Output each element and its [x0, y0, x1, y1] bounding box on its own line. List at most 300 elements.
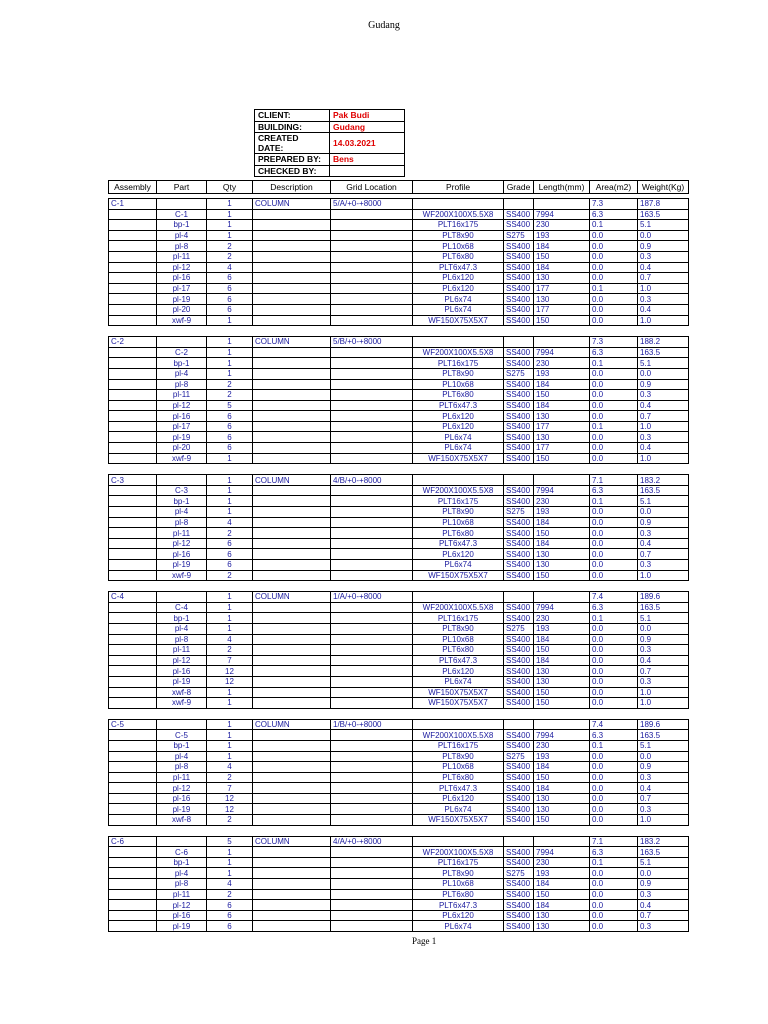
table-cell: 1 — [207, 730, 253, 741]
spacer-row — [109, 326, 689, 337]
table-cell — [253, 273, 331, 284]
table-cell — [253, 889, 331, 900]
table-cell: 7.3 — [590, 199, 638, 210]
part-row — [109, 879, 689, 890]
table-cell: 184 — [534, 241, 590, 252]
table-cell — [253, 251, 331, 262]
spacer-cell — [590, 581, 638, 592]
table-cell: 0.0 — [590, 783, 638, 794]
table-cell: 2 — [207, 379, 253, 390]
table-cell: SS400 — [504, 411, 534, 422]
table-cell: 163.5 — [638, 485, 689, 496]
table-cell: PLT8x90 — [413, 507, 504, 518]
table-cell — [157, 199, 207, 210]
part-row — [109, 485, 689, 496]
table-cell: SS400 — [504, 400, 534, 411]
table-cell: 1 — [207, 475, 253, 486]
table-cell: 1.0 — [638, 283, 689, 294]
table-cell: 184 — [534, 900, 590, 911]
table-cell: 0.3 — [638, 390, 689, 401]
table-cell: bp-1 — [157, 220, 207, 231]
table-cell: 1 — [207, 315, 253, 326]
part-row — [109, 432, 689, 443]
table-cell: 163.5 — [638, 209, 689, 220]
table-cell: C-4 — [109, 592, 157, 603]
table-cell: 150 — [534, 528, 590, 539]
table-cell: 0.4 — [638, 262, 689, 273]
table-cell: 177 — [534, 283, 590, 294]
table-cell: pl-8 — [157, 634, 207, 645]
table-cell — [534, 592, 590, 603]
spacer-cell — [109, 708, 157, 719]
table-cell: 0.9 — [638, 517, 689, 528]
table-cell: 0.0 — [590, 868, 638, 879]
part-row — [109, 241, 689, 252]
table-cell: 0.0 — [638, 751, 689, 762]
table-cell: 0.0 — [590, 411, 638, 422]
table-cell: 1 — [207, 368, 253, 379]
table-cell — [253, 220, 331, 231]
table-cell: SS400 — [504, 762, 534, 773]
table-cell: 0.0 — [590, 900, 638, 911]
column-header: Area(m2) — [590, 181, 638, 194]
table-cell — [109, 634, 157, 645]
table-cell: 0.0 — [590, 772, 638, 783]
table-cell: 0.0 — [590, 432, 638, 443]
table-cell — [413, 592, 504, 603]
table-cell — [253, 390, 331, 401]
table-cell: 230 — [534, 358, 590, 369]
table-cell: 0.0 — [638, 868, 689, 879]
spacer-cell — [534, 464, 590, 475]
table-cell — [253, 910, 331, 921]
spacer-cell — [157, 825, 207, 836]
table-cell: 150 — [534, 645, 590, 656]
table-cell: SS400 — [504, 528, 534, 539]
table-cell — [253, 687, 331, 698]
table-cell: 184 — [534, 400, 590, 411]
table-cell — [253, 868, 331, 879]
table-cell: 177 — [534, 304, 590, 315]
table-cell: pl-12 — [157, 262, 207, 273]
table-cell — [253, 921, 331, 932]
table-cell: 0.0 — [590, 921, 638, 932]
table-cell — [109, 762, 157, 773]
table-cell: 230 — [534, 613, 590, 624]
table-cell: 177 — [534, 443, 590, 454]
part-row — [109, 868, 689, 879]
table-cell: 0.7 — [638, 549, 689, 560]
table-cell — [109, 209, 157, 220]
table-cell: 130 — [534, 432, 590, 443]
spacer-cell — [253, 825, 331, 836]
table-cell: PLT6x47.3 — [413, 655, 504, 666]
table-cell: WF150X75X5X7 — [413, 698, 504, 709]
table-cell: pl-16 — [157, 910, 207, 921]
table-cell: 0.0 — [590, 294, 638, 305]
table-cell: SS400 — [504, 687, 534, 698]
spacer-cell — [207, 581, 253, 592]
table-cell — [157, 719, 207, 730]
table-cell — [109, 793, 157, 804]
table-cell: 0.7 — [638, 910, 689, 921]
info-row-created-date — [255, 133, 405, 154]
table-cell: pl-19 — [157, 560, 207, 571]
table-cell — [109, 623, 157, 634]
table-cell — [109, 241, 157, 252]
part-row — [109, 538, 689, 549]
table-cell: 1/A/+0-+8000 — [331, 592, 413, 603]
table-cell — [253, 304, 331, 315]
table-cell: 0.0 — [590, 304, 638, 315]
table-cell — [109, 432, 157, 443]
table-cell — [331, 400, 413, 411]
table-cell: 5 — [207, 400, 253, 411]
table-cell: 193 — [534, 623, 590, 634]
table-cell — [331, 772, 413, 783]
table-cell: 1 — [207, 209, 253, 220]
table-cell — [534, 337, 590, 348]
table-cell: 0.7 — [638, 793, 689, 804]
spacer-cell — [638, 581, 689, 592]
table-cell: COLUMN — [253, 592, 331, 603]
table-cell: PL6x120 — [413, 793, 504, 804]
table-cell: 0.1 — [590, 496, 638, 507]
table-cell: 0.3 — [638, 645, 689, 656]
info-value: Pak Budi — [330, 110, 405, 122]
table-cell: 12 — [207, 793, 253, 804]
table-cell: SS400 — [504, 645, 534, 656]
table-cell: 7.4 — [590, 719, 638, 730]
table-cell: 0.4 — [638, 538, 689, 549]
table-cell: 2 — [207, 390, 253, 401]
table-cell: 0.0 — [590, 879, 638, 890]
assembly-row — [109, 719, 689, 730]
table-cell: 0.0 — [590, 315, 638, 326]
table-cell: 1 — [207, 847, 253, 858]
part-row — [109, 528, 689, 539]
table-cell: 130 — [534, 804, 590, 815]
table-cell: 6.3 — [590, 602, 638, 613]
table-cell — [331, 517, 413, 528]
table-cell: SS400 — [504, 496, 534, 507]
part-row — [109, 815, 689, 826]
spacer-cell — [413, 581, 504, 592]
part-row — [109, 358, 689, 369]
table-cell: pl-11 — [157, 390, 207, 401]
table-cell — [253, 421, 331, 432]
table-cell: 189.6 — [638, 719, 689, 730]
table-cell — [253, 347, 331, 358]
table-cell: pl-19 — [157, 921, 207, 932]
table-cell: 1 — [207, 613, 253, 624]
spacer-cell — [413, 825, 504, 836]
spacer-cell — [504, 326, 534, 337]
table-cell: C-1 — [157, 209, 207, 220]
spacer-cell — [504, 581, 534, 592]
table-cell — [253, 496, 331, 507]
table-cell — [331, 740, 413, 751]
table-cell: PLT6x80 — [413, 645, 504, 656]
column-header: Profile — [413, 181, 504, 194]
table-cell — [157, 337, 207, 348]
table-cell — [109, 230, 157, 241]
table-cell — [109, 549, 157, 560]
table-cell: 0.9 — [638, 241, 689, 252]
table-cell: 6.3 — [590, 730, 638, 741]
table-cell — [504, 719, 534, 730]
table-cell: PL6x74 — [413, 921, 504, 932]
table-cell: 150 — [534, 251, 590, 262]
table-cell: 193 — [534, 507, 590, 518]
table-cell — [109, 517, 157, 528]
table-cell: SS400 — [504, 613, 534, 624]
table-cell — [109, 815, 157, 826]
table-cell: COLUMN — [253, 337, 331, 348]
table-cell: COLUMN — [253, 475, 331, 486]
table-cell: 0.4 — [638, 655, 689, 666]
spacer-row — [109, 825, 689, 836]
table-cell — [253, 358, 331, 369]
table-cell: 0.7 — [638, 273, 689, 284]
table-cell: C-5 — [157, 730, 207, 741]
table-cell — [109, 740, 157, 751]
table-cell — [109, 804, 157, 815]
table-cell: COLUMN — [253, 719, 331, 730]
table-cell — [109, 538, 157, 549]
table-cell: pl-11 — [157, 645, 207, 656]
table-cell: 2 — [207, 241, 253, 252]
table-cell — [109, 687, 157, 698]
table-cell: 0.4 — [638, 304, 689, 315]
table-cell: 0.0 — [590, 443, 638, 454]
spacer-cell — [534, 326, 590, 337]
table-body — [109, 194, 689, 932]
assembly-row — [109, 592, 689, 603]
table-cell: 6 — [207, 443, 253, 454]
table-cell: 184 — [534, 634, 590, 645]
table-cell: pl-4 — [157, 507, 207, 518]
table-cell: 1 — [207, 868, 253, 879]
table-cell: pl-4 — [157, 751, 207, 762]
spacer-cell — [638, 464, 689, 475]
table-cell: 230 — [534, 220, 590, 231]
table-cell: PLT16x175 — [413, 613, 504, 624]
table-cell — [109, 315, 157, 326]
table-cell: pl-12 — [157, 655, 207, 666]
table-cell — [109, 698, 157, 709]
table-cell: 130 — [534, 560, 590, 571]
table-cell: xwf-8 — [157, 815, 207, 826]
part-row — [109, 379, 689, 390]
assembly-row — [109, 337, 689, 348]
table-cell — [109, 262, 157, 273]
table-cell: pl-8 — [157, 879, 207, 890]
part-row — [109, 273, 689, 284]
table-cell — [109, 847, 157, 858]
table-cell: PL6x74 — [413, 294, 504, 305]
table-cell — [109, 666, 157, 677]
table-cell — [331, 655, 413, 666]
table-cell: 7.3 — [590, 337, 638, 348]
project-info-table — [254, 109, 405, 177]
table-cell — [331, 411, 413, 422]
table-cell: pl-11 — [157, 889, 207, 900]
table-cell — [109, 857, 157, 868]
table-cell: 1 — [207, 857, 253, 868]
table-cell: pl-20 — [157, 304, 207, 315]
table-cell — [109, 751, 157, 762]
table-cell — [253, 857, 331, 868]
table-cell — [109, 772, 157, 783]
table-cell: C-1 — [109, 199, 157, 210]
table-cell: 0.3 — [638, 921, 689, 932]
table-cell — [331, 347, 413, 358]
table-cell: PLT16x175 — [413, 496, 504, 507]
table-cell — [331, 538, 413, 549]
table-cell: COLUMN — [253, 199, 331, 210]
table-cell: C-3 — [109, 475, 157, 486]
table-cell: 1.0 — [638, 315, 689, 326]
table-cell: pl-8 — [157, 379, 207, 390]
spacer-cell — [109, 581, 157, 592]
table-cell: 184 — [534, 517, 590, 528]
table-cell — [534, 836, 590, 847]
info-value: 14.03.2021 — [330, 133, 405, 154]
column-header: Length(mm) — [534, 181, 590, 194]
spacer-cell — [331, 825, 413, 836]
table-cell: C-6 — [109, 836, 157, 847]
table-cell — [331, 241, 413, 252]
table-cell — [504, 337, 534, 348]
table-cell — [253, 751, 331, 762]
part-row — [109, 698, 689, 709]
table-cell: WF150X75X5X7 — [413, 815, 504, 826]
table-cell: COLUMN — [253, 836, 331, 847]
table-cell: PL6x120 — [413, 273, 504, 284]
table-cell: C-5 — [109, 719, 157, 730]
table-cell: pl-11 — [157, 528, 207, 539]
table-cell: 6.3 — [590, 485, 638, 496]
table-cell: PLT6x80 — [413, 251, 504, 262]
table-cell — [331, 421, 413, 432]
table-cell: 1 — [207, 751, 253, 762]
table-cell: PL10x68 — [413, 379, 504, 390]
table-cell — [504, 592, 534, 603]
column-header: Qty — [207, 181, 253, 194]
table-cell — [109, 283, 157, 294]
table-cell: SS400 — [504, 453, 534, 464]
table-cell: pl-8 — [157, 762, 207, 773]
info-row-checked-by — [255, 165, 405, 177]
table-cell: 5.1 — [638, 613, 689, 624]
table-cell: 130 — [534, 910, 590, 921]
spacer-cell — [253, 581, 331, 592]
table-cell: 184 — [534, 538, 590, 549]
table-cell: PLT8x90 — [413, 230, 504, 241]
table-cell: 6 — [207, 549, 253, 560]
table-cell: 0.0 — [590, 538, 638, 549]
table-cell — [331, 762, 413, 773]
table-cell: xwf-9 — [157, 570, 207, 581]
table-cell: 1.0 — [638, 687, 689, 698]
spacer-cell — [638, 825, 689, 836]
table-cell: 1 — [207, 623, 253, 634]
spacer-cell — [207, 464, 253, 475]
table-cell: 0.0 — [590, 676, 638, 687]
table-cell: 0.0 — [590, 687, 638, 698]
table-cell: pl-19 — [157, 294, 207, 305]
part-row — [109, 294, 689, 305]
table-cell: WF150X75X5X7 — [413, 570, 504, 581]
table-cell: 130 — [534, 666, 590, 677]
table-cell: 0.0 — [590, 262, 638, 273]
table-cell: 0.0 — [590, 379, 638, 390]
table-cell: 0.0 — [638, 230, 689, 241]
info-row-building — [255, 121, 405, 133]
table-cell: 0.1 — [590, 358, 638, 369]
part-row — [109, 283, 689, 294]
spacer-cell — [157, 464, 207, 475]
table-cell — [331, 379, 413, 390]
table-cell: 0.0 — [590, 390, 638, 401]
table-cell — [253, 772, 331, 783]
spacer-row — [109, 464, 689, 475]
table-cell: 0.9 — [638, 379, 689, 390]
info-value: Gudang — [330, 121, 405, 133]
table-cell: WF200X100X5.5X8 — [413, 347, 504, 358]
table-cell — [534, 199, 590, 210]
part-row — [109, 740, 689, 751]
spacer-cell — [253, 464, 331, 475]
document-title: Gudang — [368, 20, 400, 31]
table-cell: PL6x120 — [413, 421, 504, 432]
table-cell — [253, 549, 331, 560]
table-cell: 193 — [534, 368, 590, 379]
table-cell: S275 — [504, 868, 534, 879]
table-cell — [331, 613, 413, 624]
table-cell: PL6x120 — [413, 910, 504, 921]
part-row — [109, 793, 689, 804]
part-row — [109, 676, 689, 687]
part-row — [109, 411, 689, 422]
table-cell: SS400 — [504, 900, 534, 911]
spacer-row — [109, 708, 689, 719]
table-cell — [331, 230, 413, 241]
part-row — [109, 507, 689, 518]
spacer-cell — [331, 326, 413, 337]
table-cell: PLT16x175 — [413, 740, 504, 751]
table-cell — [331, 815, 413, 826]
table-cell: 1 — [207, 337, 253, 348]
table-cell — [253, 517, 331, 528]
table-cell — [331, 507, 413, 518]
table-cell: 130 — [534, 676, 590, 687]
table-cell: SS400 — [504, 815, 534, 826]
table-cell: 150 — [534, 889, 590, 900]
spacer-cell — [207, 326, 253, 337]
table-cell — [504, 199, 534, 210]
spacer-cell — [413, 708, 504, 719]
table-cell: C-3 — [157, 485, 207, 496]
table-cell: 0.0 — [590, 241, 638, 252]
table-cell: WF200X100X5.5X8 — [413, 209, 504, 220]
table-cell: 5/A/+0-+8000 — [331, 199, 413, 210]
table-cell: 1 — [207, 453, 253, 464]
bill-of-materials-table — [108, 180, 689, 932]
table-cell: 0.0 — [590, 528, 638, 539]
table-cell: pl-12 — [157, 900, 207, 911]
